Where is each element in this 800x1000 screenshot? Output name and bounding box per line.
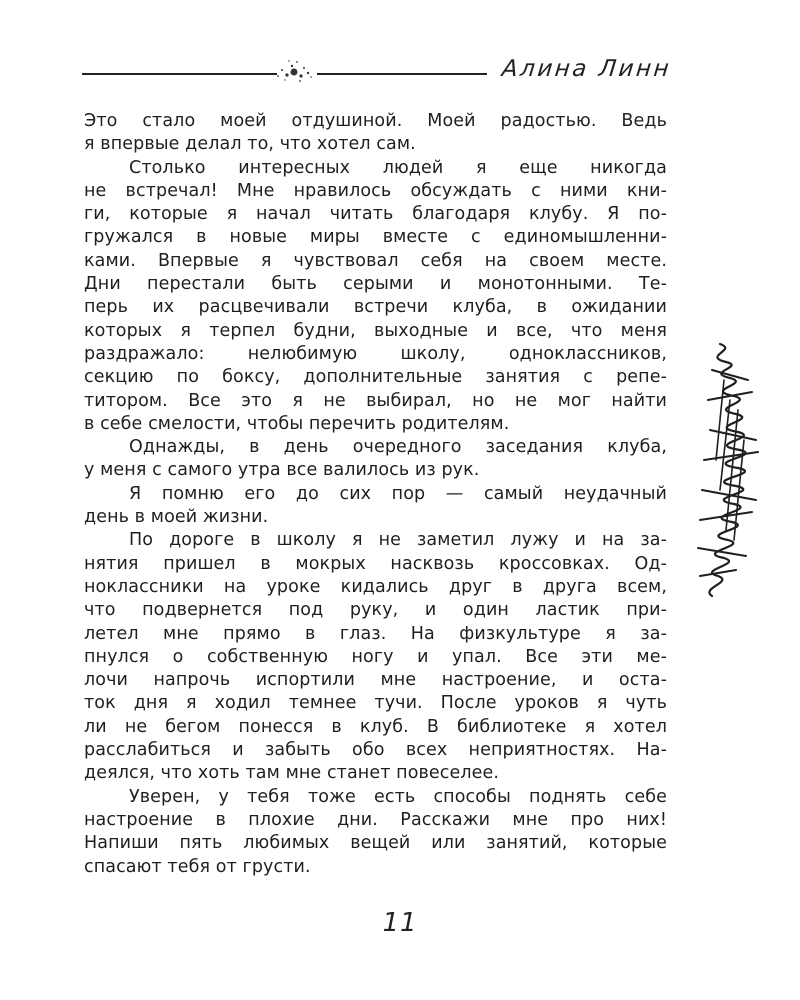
paragraph bbox=[84, 436, 667, 459]
text-line: По дороге в школу я не заметил лужу и на за- bbox=[129, 530, 667, 551]
paragraph bbox=[84, 529, 667, 552]
text-line: в себе смелости, чтобы перечить родителям. bbox=[84, 413, 510, 434]
text-line: нятия пришел в мокрых насквозь кроссовках. Од- bbox=[84, 553, 667, 574]
text-line: Дни перестали быть серыми и монотонными. Те- bbox=[84, 274, 667, 295]
paragraph bbox=[84, 506, 667, 529]
text-line: ги, которые я начал читать благодаря клубу. Я по- bbox=[84, 204, 667, 225]
text-line: Уверен, у тебя тоже есть способы поднять себе bbox=[129, 786, 667, 807]
text-line: настроение в плохие дни. Расскажи мне про них! bbox=[84, 809, 667, 830]
paragraph bbox=[84, 110, 667, 157]
text-line: титором. Все это я не выбирал, но не мог найти bbox=[84, 390, 667, 411]
text-line: ноклассники на уроке кидались друг в друга всем, bbox=[84, 576, 667, 597]
paragraph bbox=[84, 459, 667, 482]
text-line: Напиши пять любимых вещей или занятий, которые bbox=[84, 833, 667, 854]
text-line: Это стало моей отдушиной. Моей радостью. Ведь bbox=[84, 111, 667, 131]
text-line: раздражало: нелюбимую школу, одноклассников, bbox=[84, 343, 667, 364]
text-line: летел мне прямо в глаз. На физкультуре я за- bbox=[84, 623, 667, 644]
text-line: у меня с самого утра все валилось из рук. bbox=[84, 460, 480, 481]
text-line: лочи напрочь испортили мне настроение, и оста- bbox=[84, 670, 667, 691]
text-line: ток дня я ходил темнее тучи. После уроков я чуть bbox=[84, 693, 667, 714]
text-line: спасают тебя от грусти. bbox=[84, 856, 311, 877]
text-line: пнулся о собственную ногу и упал. Все эти ме- bbox=[84, 646, 667, 667]
text-line: гружался в новые миры вместе с единомышленни- bbox=[84, 227, 667, 248]
text-line: не встречал! Мне нравилось обсуждать с ними кни- bbox=[84, 180, 667, 201]
text-line: деялся, что хоть там мне станет повеселее. bbox=[84, 763, 500, 784]
text-line: перь их расцвечивали встречи клуба, в ожидании bbox=[84, 297, 667, 318]
paragraph bbox=[84, 786, 667, 809]
text-line: расслабиться и забыть обо всех неприятностях. На- bbox=[84, 740, 667, 761]
text-line: Я помню его до сих пор — самый неудачный bbox=[129, 483, 667, 504]
paragraph bbox=[84, 553, 667, 786]
text-line: Однажды, в день очередного заседания клуба, bbox=[129, 437, 667, 458]
text-line: ками. Впервые я чувствовал себя на своем месте. bbox=[84, 250, 667, 271]
text-line: ли не бегом понесся в клуб. В библиотеке я хотел bbox=[84, 716, 667, 737]
text-line: которых я терпел будни, выходные и все, что меня bbox=[84, 320, 667, 341]
body-text bbox=[84, 110, 667, 879]
text-line: я впервые делал то, что хотел сам. bbox=[84, 134, 416, 155]
page-number: 11 bbox=[382, 908, 418, 938]
text-line: что подвернется под руку, и один ластик при- bbox=[84, 600, 667, 621]
text-line: секцию по боксу, дополнительные занятия с репе- bbox=[84, 367, 667, 388]
paragraph bbox=[84, 180, 667, 436]
scribble-doodle bbox=[690, 340, 780, 600]
text-line: Столько интересных людей я еще никогда bbox=[129, 157, 667, 178]
text-line: день в моей жизни. bbox=[84, 507, 269, 528]
author-name: Алина Линн bbox=[500, 56, 673, 82]
paragraph bbox=[84, 157, 667, 180]
header-rule-ornament bbox=[82, 52, 487, 92]
paragraph bbox=[84, 483, 667, 506]
paragraph bbox=[84, 809, 667, 879]
